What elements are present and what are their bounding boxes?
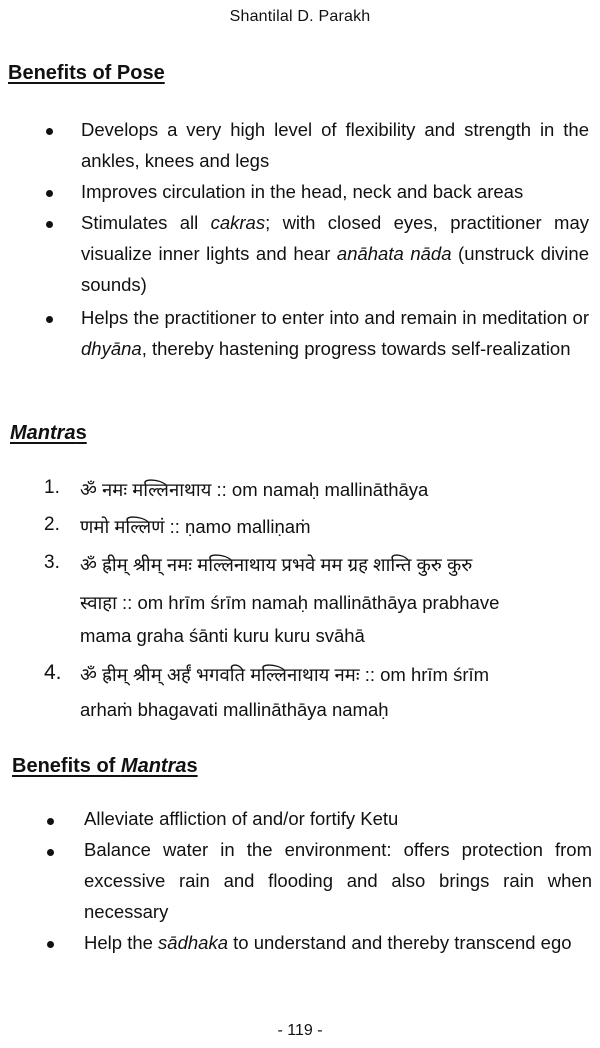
bullet-text: Develops a very high level of flexibility and strength in the ankles, knees and legs [81,119,589,171]
mantra-3-line-1: ॐ ह्रीम् श्रीम् नमः मल्लिनाथाय प्रभवे मम ग्रह शान्ति कुरु कुरु [80,554,473,575]
heading-rest-part: s [75,422,87,444]
pose-bullet-3 [81,207,589,300]
bullet-dot [47,849,54,856]
page-number: - 119 - [277,1022,323,1039]
heading-prefix: Benefits of [12,755,121,777]
mantra-3-line-2: स्वाहा :: om hrīm śrīm namaḥ mallināthāya prabhave [80,592,500,613]
bullet-dot [47,818,54,825]
mantra-number: 2. [44,514,60,535]
pose-bullet-2 [81,176,589,207]
mantra-benefit-1 [84,803,592,834]
pose-bullet-1 [81,114,589,176]
mantra-number: 1. [44,477,60,498]
section-heading-mantras [10,422,87,445]
bullet-text: Improves circulation in the head, neck and back areas [81,181,524,202]
mantra-3-line-3: mama graha śānti kuru kuru svāhā [80,625,365,646]
section-heading-pose: Benefits of Pose [8,62,165,84]
mantra-number: 3. [44,552,60,573]
mantra-4-line-2: arhaṁ bhagavati mallināthāya namaḥ [80,699,389,720]
bullet-dot [47,941,54,948]
heading-italic-part: Mantra [10,422,76,444]
bullet-dot [46,221,53,228]
heading-italic-part: Mantra [120,755,187,777]
heading-rest-part: s [186,755,198,777]
bullet-text: Helps the practitioner to enter into and remain in meditation or dhyāna, thereby hastening progress towards self-realization [81,307,589,359]
mantra-benefit-3 [84,927,592,958]
mantra-number: 4. [44,661,62,684]
mantra-4-line-1: ॐ ह्रीम् श्रीम् अर्हं भगवति मल्लिनाथाय नमः :: om hrīm śrīm [80,664,490,685]
bullet-text: Balance water in the environment: offers protection from excessive rain and flooding and also brings rain when necessary [84,839,592,922]
section-heading-mantra-benefits [12,755,198,778]
bullet-dot [46,128,53,135]
bullet-text: Alleviate affliction of and/or fortify Ketu [84,808,399,829]
bullet-text: Stimulates all cakras; with closed eyes, practitioner may visualize inner lights and hear anāhata nāda (unstruck divine sounds) [81,212,590,295]
bullet-text: Help the sādhaka to understand and thereby transcend ego [84,932,572,953]
bullet-dot [46,316,53,323]
mantra-benefit-2 [84,834,592,927]
bullet-dot [46,190,53,197]
running-header: Shantilal D. Parakh [229,8,371,25]
mantra-1-line-1: ॐ नमः मल्लिनाथाय :: om namaḥ mallināthāya [80,479,429,500]
pose-bullet-4 [81,302,589,364]
mantra-2-line-1: णमो मल्लिणं :: ṇamo malliṇaṁ [80,516,311,537]
